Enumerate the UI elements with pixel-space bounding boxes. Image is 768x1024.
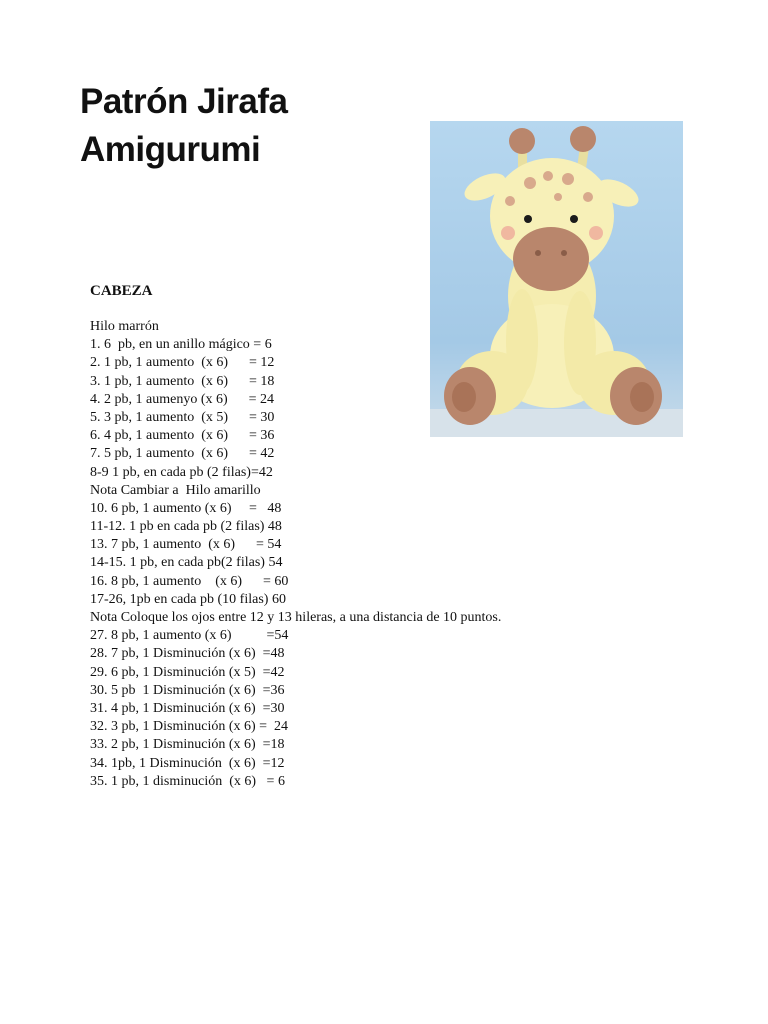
pattern-line: 1. 6 pb, en un anillo mágico = 6 bbox=[90, 337, 272, 353]
pattern-line: 4. 2 pb, 1 aumenyo (x 6) = 24 bbox=[90, 391, 275, 407]
giraffe-spot bbox=[554, 193, 562, 201]
pattern-line: 8-9 1 pb, en cada pb (2 filas)=42 bbox=[90, 464, 273, 480]
pattern-line: 5. 3 pb, 1 aumento (x 5) = 30 bbox=[90, 409, 275, 425]
giraffe-nostril bbox=[535, 250, 541, 256]
giraffe-nostril bbox=[561, 250, 567, 256]
giraffe-spot bbox=[543, 171, 553, 181]
pattern-line: 35. 1 pb, 1 disminución (x 6) = 6 bbox=[90, 773, 285, 789]
pattern-line: 17-26, 1pb en cada pb (10 filas) 60 bbox=[90, 591, 286, 607]
giraffe-hoof-sole-right bbox=[630, 382, 654, 412]
pattern-line: 31. 4 pb, 1 Disminución (x 6) =30 bbox=[90, 700, 285, 716]
pattern-instructions bbox=[90, 318, 501, 791]
giraffe-cheek-right bbox=[589, 226, 603, 240]
section-title-cabeza: CABEZA bbox=[90, 283, 153, 299]
pattern-line: 6. 4 pb, 1 aumento (x 6) = 36 bbox=[90, 428, 275, 444]
pattern-line: 11-12. 1 pb en cada pb (2 filas) 48 bbox=[90, 519, 282, 535]
pattern-line: Nota Coloque los ojos entre 12 y 13 hileras, a una distancia de 10 puntos. bbox=[90, 610, 502, 625]
giraffe-spot bbox=[562, 173, 574, 185]
giraffe-eye-right bbox=[570, 215, 578, 223]
giraffe-spot bbox=[505, 196, 515, 206]
pattern-line: Hilo marrón bbox=[90, 319, 159, 334]
pattern-line: 30. 5 pb 1 Disminución (x 6) =36 bbox=[90, 682, 285, 698]
pattern-line: 13. 7 pb, 1 aumento (x 6) = 54 bbox=[90, 537, 282, 553]
giraffe-cheek-left bbox=[501, 226, 515, 240]
giraffe-eye-left bbox=[524, 215, 532, 223]
giraffe-spot bbox=[524, 177, 536, 189]
pattern-line: 33. 2 pb, 1 Disminución (x 6) =18 bbox=[90, 737, 285, 753]
giraffe-horn-tip-left bbox=[509, 128, 535, 154]
page-title-line-2: Amigurumi bbox=[80, 130, 261, 169]
pattern-line: 16. 8 pb, 1 aumento (x 6) = 60 bbox=[90, 573, 289, 589]
pattern-line: Nota Cambiar a Hilo amarillo bbox=[90, 482, 261, 498]
pattern-line: 28. 7 pb, 1 Disminución (x 6) =48 bbox=[90, 646, 285, 662]
pattern-line: 14-15. 1 pb, en cada pb(2 filas) 54 bbox=[90, 555, 283, 571]
giraffe-horn-tip-right bbox=[570, 126, 596, 152]
page-title-line-1: Patrón Jirafa bbox=[80, 82, 288, 121]
pattern-line: 29. 6 pb, 1 Disminución (x 5) =42 bbox=[90, 664, 285, 680]
giraffe-spot bbox=[583, 192, 593, 202]
pattern-line: 7. 5 pb, 1 aumento (x 6) = 42 bbox=[90, 446, 275, 462]
pattern-line: 34. 1pb, 1 Disminución (x 6) =12 bbox=[90, 755, 285, 771]
giraffe-muzzle bbox=[513, 227, 589, 291]
pattern-line: 32. 3 pb, 1 Disminución (x 6) = 24 bbox=[90, 719, 289, 735]
pattern-line: 3. 1 pb, 1 aumento (x 6) = 18 bbox=[90, 373, 275, 389]
pattern-line: 2. 1 pb, 1 aumento (x 6) = 12 bbox=[90, 355, 275, 371]
pattern-line: 10. 6 pb, 1 aumento (x 6) = 48 bbox=[90, 500, 282, 516]
page-title bbox=[80, 78, 287, 174]
pattern-line: 27. 8 pb, 1 aumento (x 6) =54 bbox=[90, 628, 289, 644]
